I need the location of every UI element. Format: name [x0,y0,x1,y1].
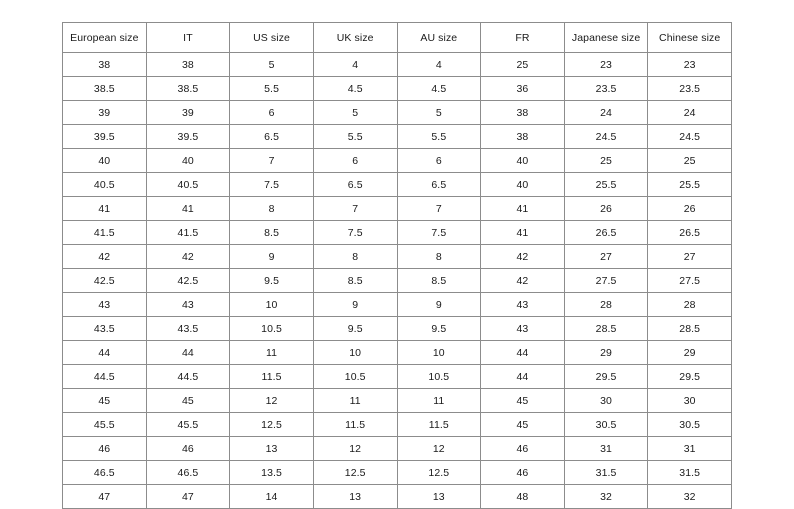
cell-chinese-size: 28.5 [648,317,732,341]
cell-au-size: 12 [397,437,481,461]
table-row [63,485,732,509]
cell-chinese-size: 24.5 [648,125,732,149]
cell-uk-size: 9.5 [313,317,397,341]
cell-us-size: 12 [230,389,314,413]
cell-chinese-size: 23 [648,53,732,77]
cell-european-size: 46.5 [63,461,147,485]
table-row [63,149,732,173]
cell-uk-size: 10.5 [313,365,397,389]
cell-fr: 43 [481,317,565,341]
cell-us-size: 12.5 [230,413,314,437]
table-body [63,53,732,509]
cell-european-size: 42 [63,245,147,269]
cell-chinese-size: 25 [648,149,732,173]
cell-au-size: 5.5 [397,125,481,149]
cell-fr: 40 [481,149,565,173]
cell-chinese-size: 31.5 [648,461,732,485]
cell-it: 40 [146,149,230,173]
cell-au-size: 13 [397,485,481,509]
column-header-chinese-size: Chinese size [648,23,732,53]
cell-japanese-size: 25 [564,149,648,173]
cell-fr: 45 [481,389,565,413]
cell-au-size: 8.5 [397,269,481,293]
cell-chinese-size: 28 [648,293,732,317]
cell-fr: 46 [481,461,565,485]
size-conversion-table-container [62,22,732,509]
cell-us-size: 8.5 [230,221,314,245]
column-header-us-size: US size [230,23,314,53]
cell-us-size: 11.5 [230,365,314,389]
cell-us-size: 9 [230,245,314,269]
cell-us-size: 13.5 [230,461,314,485]
cell-uk-size: 5 [313,101,397,125]
table-row [63,461,732,485]
cell-fr: 46 [481,437,565,461]
cell-us-size: 6 [230,101,314,125]
cell-japanese-size: 29.5 [564,365,648,389]
table-row [63,293,732,317]
column-header-uk-size: UK size [313,23,397,53]
cell-uk-size: 5.5 [313,125,397,149]
cell-us-size: 6.5 [230,125,314,149]
cell-japanese-size: 30.5 [564,413,648,437]
cell-us-size: 10 [230,293,314,317]
cell-fr: 42 [481,269,565,293]
cell-us-size: 9.5 [230,269,314,293]
cell-european-size: 43.5 [63,317,147,341]
cell-uk-size: 10 [313,341,397,365]
table-row [63,101,732,125]
size-conversion-table [62,22,732,509]
cell-us-size: 7.5 [230,173,314,197]
cell-it: 38.5 [146,77,230,101]
cell-japanese-size: 23.5 [564,77,648,101]
column-header-au-size: AU size [397,23,481,53]
cell-european-size: 45 [63,389,147,413]
cell-chinese-size: 25.5 [648,173,732,197]
cell-us-size: 8 [230,197,314,221]
cell-fr: 41 [481,221,565,245]
cell-au-size: 11 [397,389,481,413]
cell-chinese-size: 26.5 [648,221,732,245]
cell-us-size: 10.5 [230,317,314,341]
cell-uk-size: 4.5 [313,77,397,101]
cell-european-size: 44 [63,341,147,365]
cell-chinese-size: 29 [648,341,732,365]
cell-it: 38 [146,53,230,77]
cell-uk-size: 8.5 [313,269,397,293]
cell-au-size: 9.5 [397,317,481,341]
cell-chinese-size: 26 [648,197,732,221]
column-header-european-size: European size [63,23,147,53]
cell-japanese-size: 23 [564,53,648,77]
cell-it: 44 [146,341,230,365]
cell-european-size: 41.5 [63,221,147,245]
cell-au-size: 4.5 [397,77,481,101]
cell-us-size: 5.5 [230,77,314,101]
cell-european-size: 40.5 [63,173,147,197]
cell-japanese-size: 26 [564,197,648,221]
cell-european-size: 38 [63,53,147,77]
cell-uk-size: 4 [313,53,397,77]
column-header-it: IT [146,23,230,53]
cell-au-size: 7.5 [397,221,481,245]
cell-it: 45 [146,389,230,413]
table-row [63,245,732,269]
table-row [63,389,732,413]
cell-european-size: 38.5 [63,77,147,101]
table-row [63,221,732,245]
cell-fr: 40 [481,173,565,197]
table-row [63,341,732,365]
table-row [63,197,732,221]
cell-it: 42.5 [146,269,230,293]
cell-it: 47 [146,485,230,509]
cell-us-size: 13 [230,437,314,461]
cell-japanese-size: 32 [564,485,648,509]
cell-uk-size: 11 [313,389,397,413]
cell-european-size: 41 [63,197,147,221]
cell-fr: 25 [481,53,565,77]
cell-it: 39.5 [146,125,230,149]
cell-chinese-size: 27.5 [648,269,732,293]
column-header-fr: FR [481,23,565,53]
cell-chinese-size: 32 [648,485,732,509]
cell-au-size: 5 [397,101,481,125]
cell-fr: 36 [481,77,565,101]
cell-japanese-size: 28 [564,293,648,317]
table-row [63,269,732,293]
cell-au-size: 4 [397,53,481,77]
cell-european-size: 39.5 [63,125,147,149]
cell-japanese-size: 31 [564,437,648,461]
cell-us-size: 5 [230,53,314,77]
table-row [63,437,732,461]
cell-fr: 45 [481,413,565,437]
cell-au-size: 10 [397,341,481,365]
cell-japanese-size: 26.5 [564,221,648,245]
cell-it: 44.5 [146,365,230,389]
table-header-row [63,23,732,53]
cell-japanese-size: 31.5 [564,461,648,485]
cell-fr: 38 [481,101,565,125]
cell-japanese-size: 28.5 [564,317,648,341]
cell-uk-size: 13 [313,485,397,509]
cell-au-size: 6 [397,149,481,173]
cell-au-size: 12.5 [397,461,481,485]
cell-us-size: 7 [230,149,314,173]
table-row [63,317,732,341]
table-row [63,413,732,437]
cell-chinese-size: 31 [648,437,732,461]
cell-it: 40.5 [146,173,230,197]
table-header [63,23,732,53]
cell-european-size: 44.5 [63,365,147,389]
cell-uk-size: 8 [313,245,397,269]
cell-au-size: 6.5 [397,173,481,197]
cell-european-size: 43 [63,293,147,317]
cell-it: 46 [146,437,230,461]
cell-japanese-size: 27 [564,245,648,269]
cell-au-size: 8 [397,245,481,269]
cell-au-size: 11.5 [397,413,481,437]
cell-uk-size: 6 [313,149,397,173]
cell-it: 39 [146,101,230,125]
cell-au-size: 9 [397,293,481,317]
cell-fr: 43 [481,293,565,317]
column-header-japanese-size: Japanese size [564,23,648,53]
cell-fr: 44 [481,365,565,389]
cell-chinese-size: 30 [648,389,732,413]
cell-japanese-size: 27.5 [564,269,648,293]
cell-japanese-size: 25.5 [564,173,648,197]
table-row [63,173,732,197]
cell-european-size: 46 [63,437,147,461]
cell-european-size: 39 [63,101,147,125]
cell-japanese-size: 24 [564,101,648,125]
cell-fr: 42 [481,245,565,269]
cell-it: 42 [146,245,230,269]
cell-it: 45.5 [146,413,230,437]
cell-european-size: 47 [63,485,147,509]
cell-european-size: 42.5 [63,269,147,293]
cell-it: 46.5 [146,461,230,485]
cell-chinese-size: 24 [648,101,732,125]
cell-au-size: 10.5 [397,365,481,389]
cell-european-size: 40 [63,149,147,173]
cell-uk-size: 11.5 [313,413,397,437]
cell-it: 43.5 [146,317,230,341]
cell-chinese-size: 27 [648,245,732,269]
cell-uk-size: 7.5 [313,221,397,245]
cell-it: 41 [146,197,230,221]
cell-it: 41.5 [146,221,230,245]
cell-it: 43 [146,293,230,317]
cell-us-size: 14 [230,485,314,509]
cell-japanese-size: 30 [564,389,648,413]
cell-chinese-size: 23.5 [648,77,732,101]
table-row [63,125,732,149]
cell-european-size: 45.5 [63,413,147,437]
cell-japanese-size: 24.5 [564,125,648,149]
table-row [63,53,732,77]
cell-uk-size: 9 [313,293,397,317]
cell-uk-size: 12.5 [313,461,397,485]
cell-uk-size: 7 [313,197,397,221]
cell-chinese-size: 30.5 [648,413,732,437]
cell-us-size: 11 [230,341,314,365]
table-row [63,77,732,101]
cell-fr: 38 [481,125,565,149]
cell-uk-size: 6.5 [313,173,397,197]
table-row [63,365,732,389]
cell-au-size: 7 [397,197,481,221]
cell-fr: 41 [481,197,565,221]
cell-fr: 48 [481,485,565,509]
cell-chinese-size: 29.5 [648,365,732,389]
cell-japanese-size: 29 [564,341,648,365]
cell-uk-size: 12 [313,437,397,461]
cell-fr: 44 [481,341,565,365]
